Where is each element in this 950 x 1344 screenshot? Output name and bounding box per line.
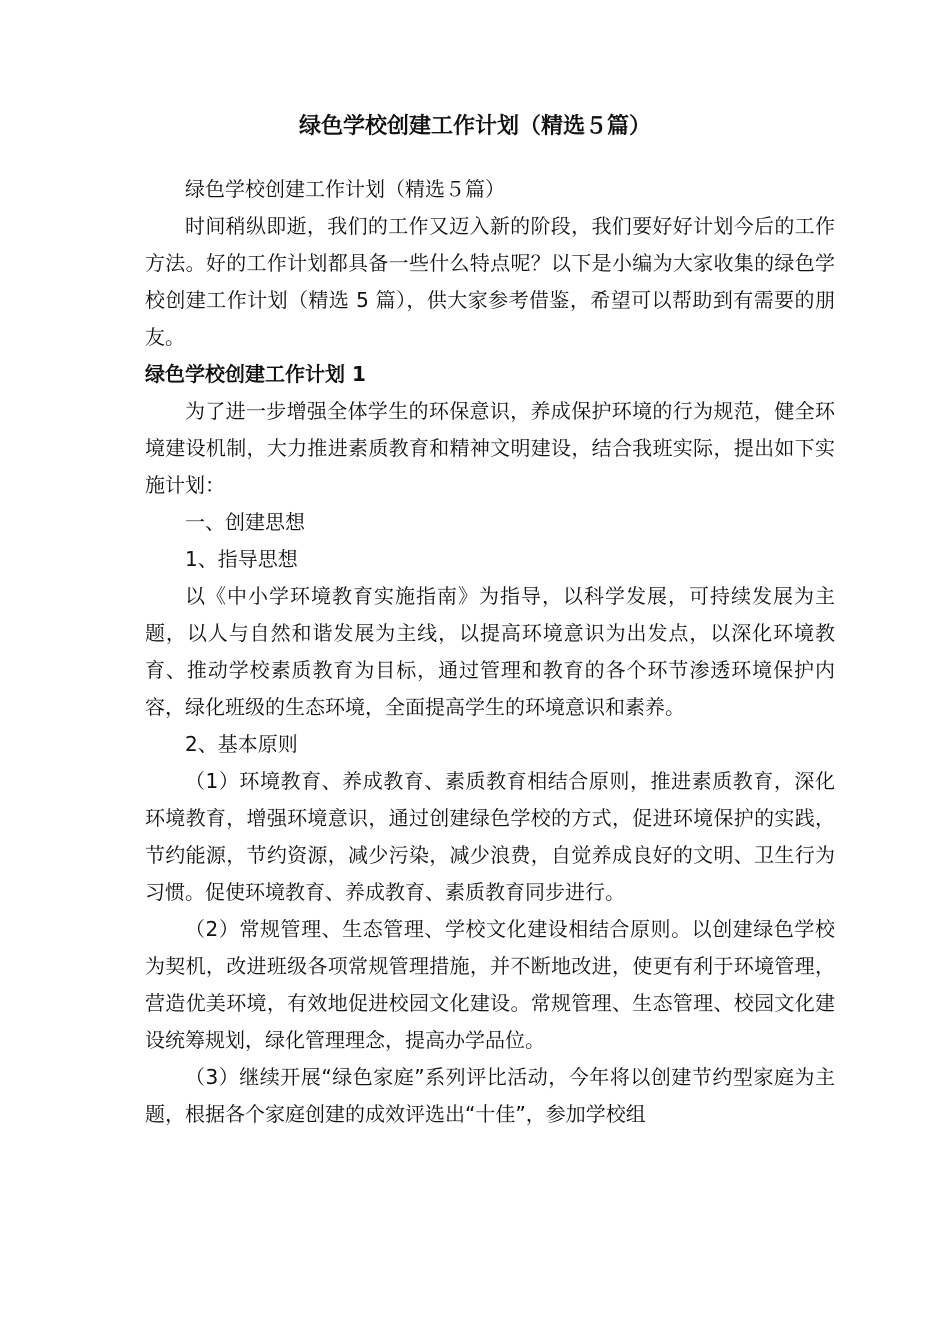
principle-3-paragraph: （3）继续开展“绿色家庭”系列评比活动，今年将以创建节约型家庭为主题，根据各个家庭创建的成效评选出“十佳”，参加学校组 (145, 1065, 835, 1126)
guiding-idea-paragraph: 以《中小学环境教育实施指南》为指导，以科学发展，可持续发展为主题，以人与自然和谐发展为主线，以提高环境意识为出发点，以深化环境教育、推动学校素质教育为目标，通过管理和教育的各个环节渗透环境保护内容，绿化班级的生态环境，全面提高学生的环境意识和素养。 (145, 584, 835, 719)
subtitle-paragraph: 绿色学校创建工作计划（精选５篇） (185, 177, 505, 201)
principle-1-paragraph: （1）环境教育、养成教育、素质教育相结合原则，推进素质教育，深化环境教育，增强环境意识，通过创建绿色学校的方式，促进环境保护的实践，节约能源，节约资源，减少污染，减少浪费，自觉养成良好的文明、卫生行为习惯。促使环境教育、养成教育、素质教育同步进行。 (145, 769, 835, 904)
section-heading-1: 绿色学校创建工作计划 1 (145, 362, 366, 386)
principle-2-paragraph: （2）常规管理、生态管理、学校文化建设相结合原则。以创建绿色学校为契机，改进班级各项常规管理措施，并不断地改进，使更有利于环境管理，营造优美环境，有效地促进校园文化建设。常规管理、生态管理、校园文化建设统筹规划，绿化管理理念，提高办学品位。 (145, 917, 835, 1052)
heading-guiding-idea: 1、指导思想 (185, 547, 298, 571)
intro-paragraph: 时间稍纵即逝，我们的工作又迈入新的阶段，我们要好好计划今后的工作方法。好的工作计划都具备一些什么特点呢？以下是小编为大家收集的绿色学校创建工作计划（精选 5 篇），供大家参考借鉴，希望可以帮助到有需要的朋友。 (145, 214, 835, 349)
document-title: 绿色学校创建工作计划（精选５篇） (298, 114, 651, 139)
document-body (145, 171, 835, 1133)
purpose-paragraph: 为了进一步增强全体学生的环保意识，养成保护环境的行为规范，健全环境建设机制，大力推进素质教育和精神文明建设，结合我班实际，提出如下实施计划： (145, 399, 835, 497)
heading-basic-principles: 2、基本原则 (185, 732, 298, 756)
heading-creation-idea: 一、创建思想 (185, 510, 305, 534)
